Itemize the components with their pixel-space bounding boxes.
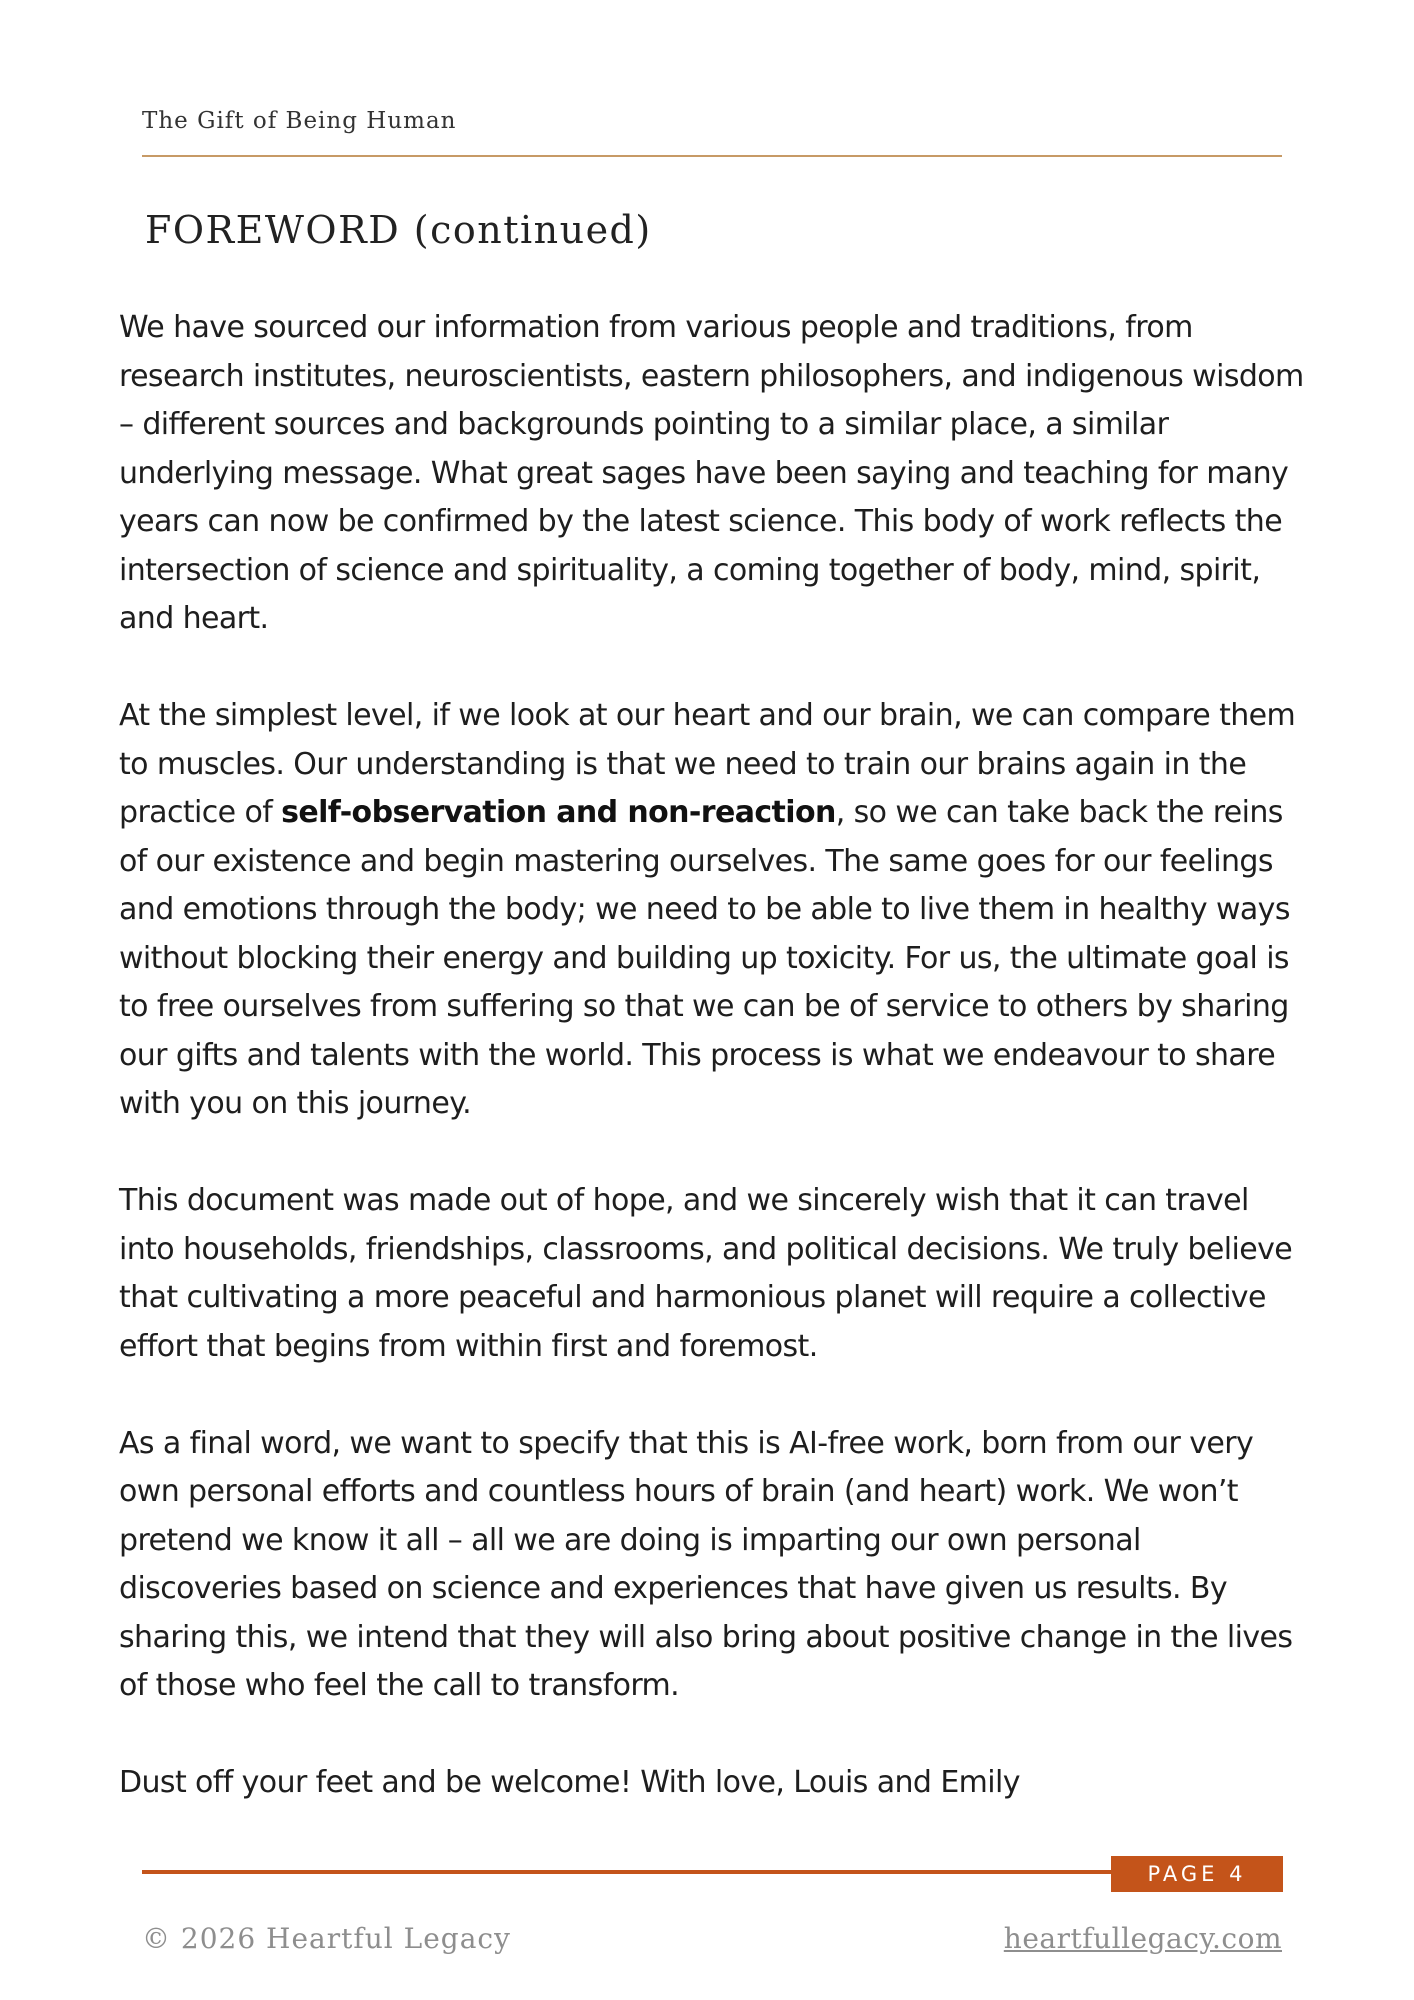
footer-divider xyxy=(142,1870,1112,1874)
running-header-title: The Gift of Being Human xyxy=(142,108,457,134)
paragraph-3: This document was made out of hope, and we sincerely wish that it can travel into households, friendships, classrooms, and political decisions. We truly believe that cultivating a more peaceful and harmonious planet will require a collective effort that begins from within first and foremost. xyxy=(119,1183,1293,1364)
paragraph-2-part-2: , so we can take back the reins of our existence and begin mastering ourselves. The same goes for our feelings and emotions through the body; we need to be able to live them in healthy ways without blocking their energy and building up toxicity. For us, the ultimate goal is to free ourselves from suffering so that we can be of service to others by sharing our gifts and talents with the world. This process is what we endeavour to share with you on this journey. xyxy=(119,795,1290,1121)
paragraph-5: Dust off your feet and be welcome! With love, Louis and Emily xyxy=(119,1765,1020,1800)
page-number-badge: PAGE 4 xyxy=(1111,1856,1283,1892)
paragraph-1: We have sourced our information from various people and traditions, from research institutes, neuroscientists, eastern philosophers, and indigenous wisdom – different sources and backgrounds pointing to a similar place, a similar underlying message. What great sages have been saying and teaching for many years can now be confirmed by the latest science. This body of work reflects the intersection of science and spirituality, a coming together of body, mind, spirit, and heart. xyxy=(119,310,1304,636)
paragraph-2-part-1: At the simplest level, if we look at our heart and our brain, we can compare them to muscles. Our understanding is that we need to train our brains again in the practice of xyxy=(119,698,1296,830)
emphasis-text: self-observation and non-reaction xyxy=(281,795,836,830)
header-divider xyxy=(142,155,1282,157)
paragraph-2 xyxy=(119,692,1309,1129)
copyright-text: © 2026 Heartful Legacy xyxy=(142,1922,511,1955)
website-link[interactable]: heartfullegacy.com xyxy=(1003,1922,1282,1955)
body-text xyxy=(119,304,1309,1856)
paragraph-4: As a final word, we want to specify that this is AI-free work, born from our very own personal efforts and countless hours of brain (and heart) work. We won’t pretend we know it all – all we are doing is imparting our own personal discoveries based on science and experiences that have given us results. By sharing this, we intend that they will also bring about positive change in the lives of those who feel the call to transform. xyxy=(119,1425,1293,1703)
section-title: FOREWORD (continued) xyxy=(145,208,652,252)
